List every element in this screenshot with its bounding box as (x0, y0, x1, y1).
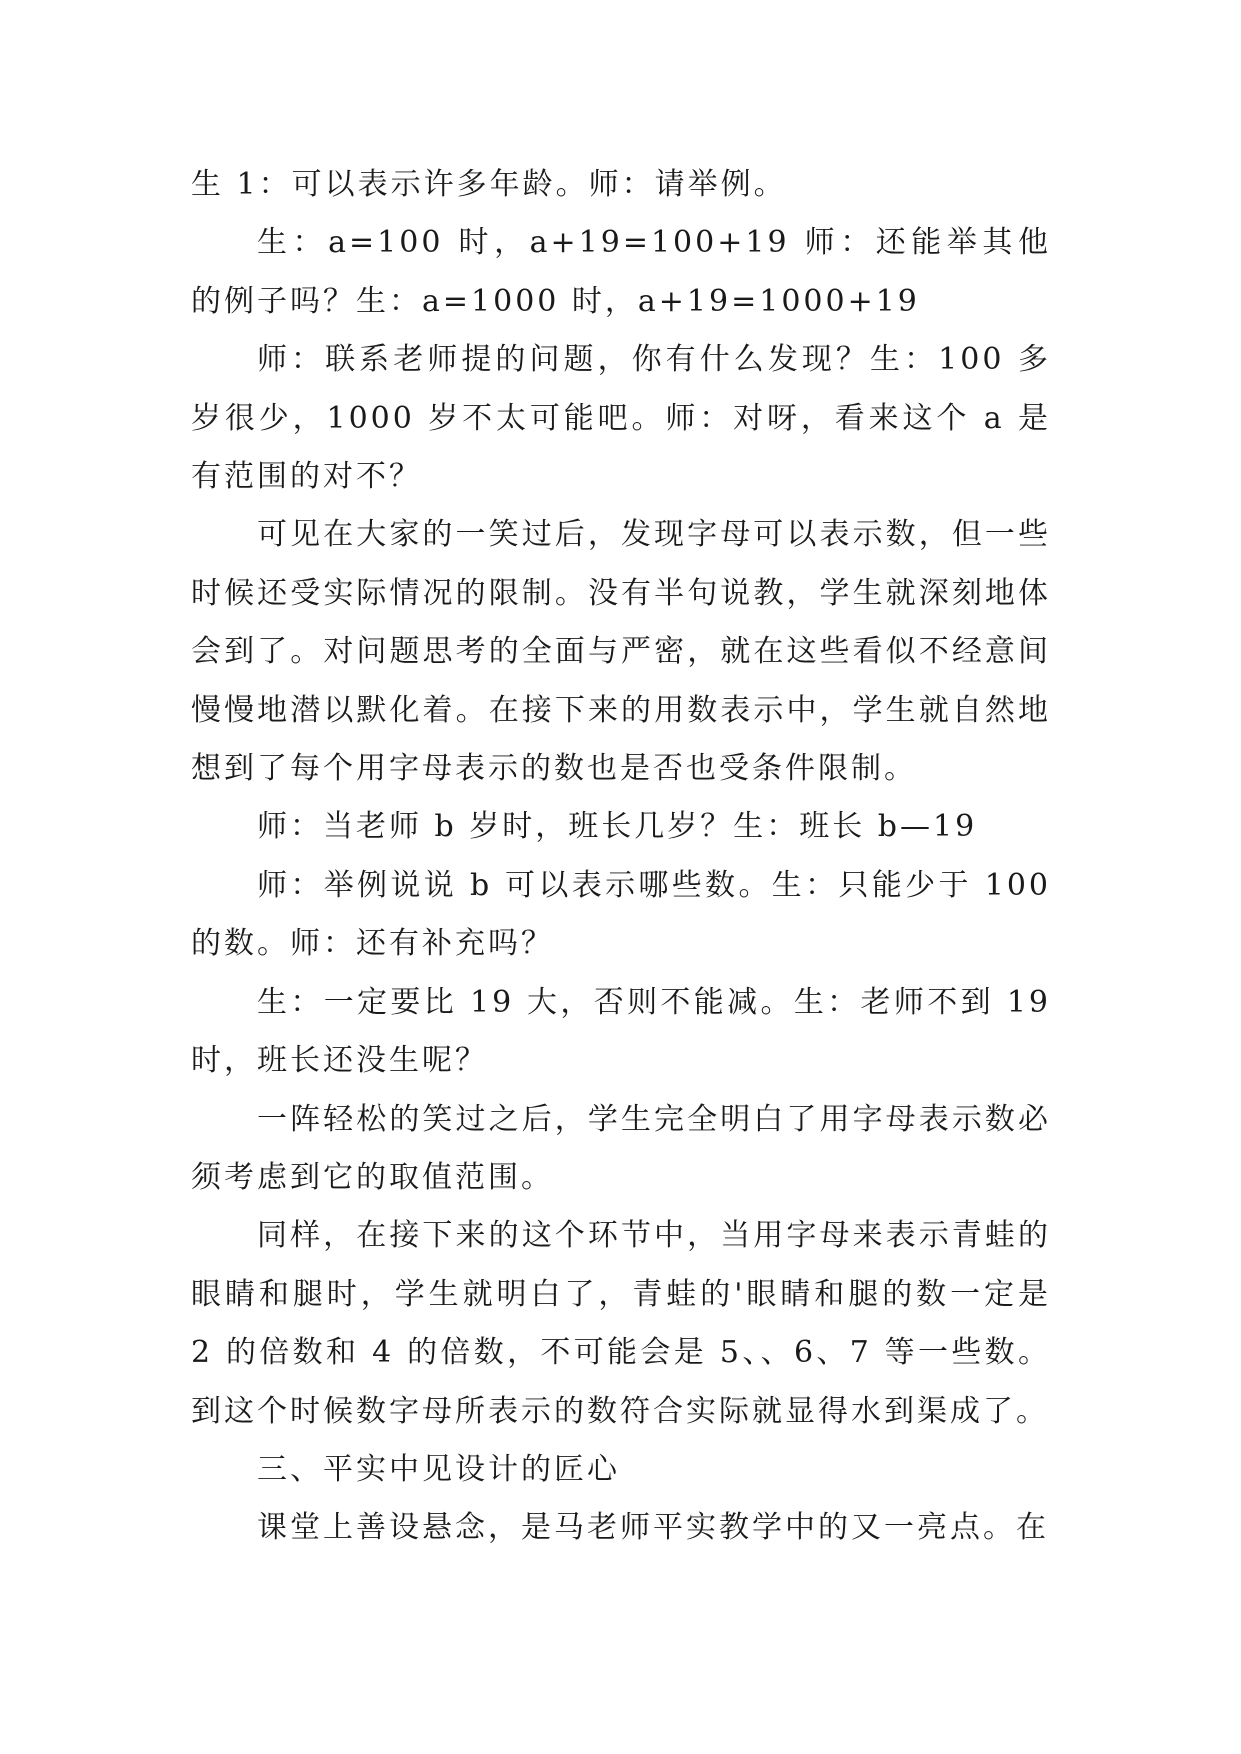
paragraph: 可见在大家的一笑过后，发现字母可以表示数，但一些时候还受实际情况的限制。没有半句说教，学生就深刻地体会到了。对问题思考的全面与严密，就在这些看似不经意间慢慢地潜以默化着。在接下来的用数表示中，学生就自然地想到了每个用字母表示的数也是否也受条件限制。 (191, 517, 1051, 787)
document-page (191, 156, 1051, 1558)
paragraph: 生：a=100 时，a+19=100+19 师：还能举其他的例子吗？生：a=1000 时，a+19=1000+19 (191, 225, 1051, 319)
paragraph: 生：一定要比 19 大，否则不能减。生：老师不到 19 时，班长还没生呢？ (191, 984, 1051, 1079)
paragraph: 师：联系老师提的问题，你有什么发现？生：100 多岁很少，1000 岁不太可能吧。师：对呀，看来这个 a 是有范围的对不？ (191, 342, 1051, 495)
paragraph: 师：当老师 b 岁时，班长几岁？生：班长 b—19 (257, 809, 978, 845)
section-heading: 三、平实中见设计的匠心 (257, 1451, 620, 1487)
paragraph: 生 1：可以表示许多年龄。师：请举例。 (191, 167, 787, 202)
paragraph: 同样，在接下来的这个环节中，当用字母来表示青蛙的眼睛和腿时，学生就明白了，青蛙的'眼睛和腿的数一定是 2 的倍数和 4 的倍数，不可能会是 5、、6、7 等一些数。到这个时候数字母所表示的数符合实际就显得水到渠成了。 (191, 1218, 1051, 1429)
paragraph: 师：举例说说 b 可以表示哪些数。生：只能少于 100 的数。师：还有补充吗？ (191, 867, 1051, 962)
paragraph: 一阵轻松的笑过之后，学生完全明白了用字母表示数必须考虑到它的取值范围。 (191, 1101, 1051, 1195)
paragraph: 课堂上善设悬念，是马老师平实教学中的又一亮点。在 (257, 1510, 1049, 1546)
